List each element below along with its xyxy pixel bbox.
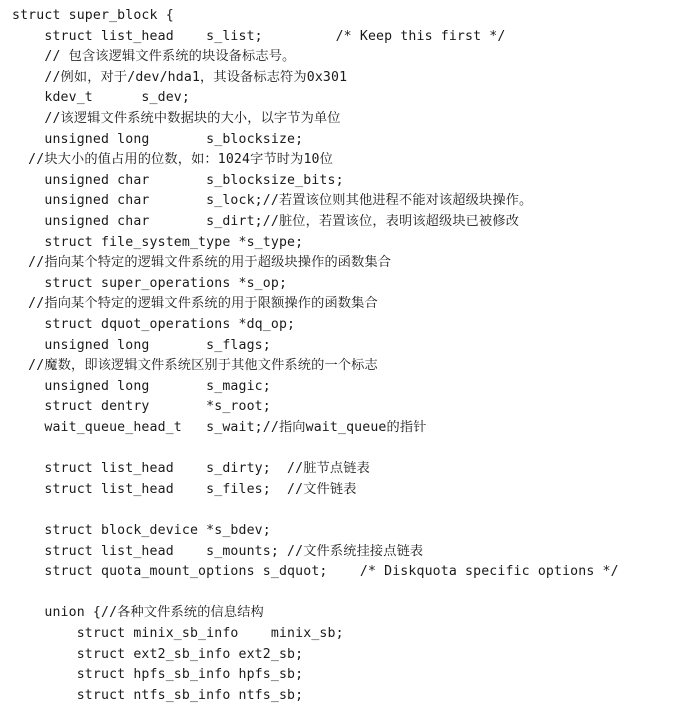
code-line: unsigned char s_blocksize_bits; [12, 172, 344, 188]
code-line: struct list_head s_files; //文件链表 [12, 481, 357, 497]
code-line: struct quota_mount_options s_dquot; /* Diskquota specific options */ [12, 564, 619, 580]
code-line: unsigned char s_lock;//若置该位则其他进程不能对该超级块操作。 [12, 193, 533, 209]
code-line: //该逻辑文件系统中数据块的大小，以字节为单位 [12, 111, 341, 126]
code-line: //例如，对于/dev/hda1，其设备标志符为0x301 [12, 69, 348, 85]
code-line: struct ntfs_sb_info ntfs_sb; [12, 687, 304, 703]
code-line: // 包含该逻辑文件系统的块设备标志号。 [12, 49, 296, 65]
code-line: struct ext2_sb_info ext2_sb; [12, 646, 304, 662]
code-line: struct dentry *s_root; [12, 399, 271, 415]
code-line: struct minix_sb_info minix_sb; [12, 626, 344, 641]
code-line: union {//各种文件系统的信息结构 [12, 605, 264, 621]
code-line: struct dquot_operations *dq_op; [12, 317, 296, 332]
code-line: //块大小的值占用的位数，如：1024字节时为10位 [12, 152, 333, 168]
code-line: //指向某个特定的逻辑文件系统的用于限额操作的函数集合 [12, 296, 378, 312]
code-line: unsigned long s_blocksize; [12, 131, 304, 147]
code-line: kdev_t s_dev; [12, 90, 190, 106]
code-line: struct block_device *s_bdev; [12, 523, 271, 538]
code-line: struct file_system_type *s_type; [12, 234, 304, 250]
code-line: struct hpfs_sb_info hpfs_sb; [12, 667, 304, 683]
code-line: struct list_head s_mounts; //文件系统挂接点链表 [12, 543, 424, 559]
code-line: //指向某个特定的逻辑文件系统的用于超级块操作的函数集合 [12, 255, 392, 271]
code-line: wait_queue_head_t s_wait;//指向wait_queue的指针 [12, 420, 427, 435]
code-line: struct list_head s_dirty; //脏节点链表 [12, 461, 370, 477]
code-line: //魔数，即该逻辑文件系统区别于其他文件系统的一个标志 [12, 358, 378, 374]
code-line: unsigned char s_dirt;//脏位，若置该位，表明该超级块已被修改 [12, 214, 520, 229]
code-line: unsigned long s_flags; [12, 337, 271, 353]
code-line: struct list_head s_list; /* Keep this first */ [12, 28, 506, 44]
code-line: struct super_operations *s_op; [12, 275, 288, 291]
code-line: struct super_block { [12, 8, 174, 23]
code-line: unsigned long s_magic; [12, 378, 271, 394]
